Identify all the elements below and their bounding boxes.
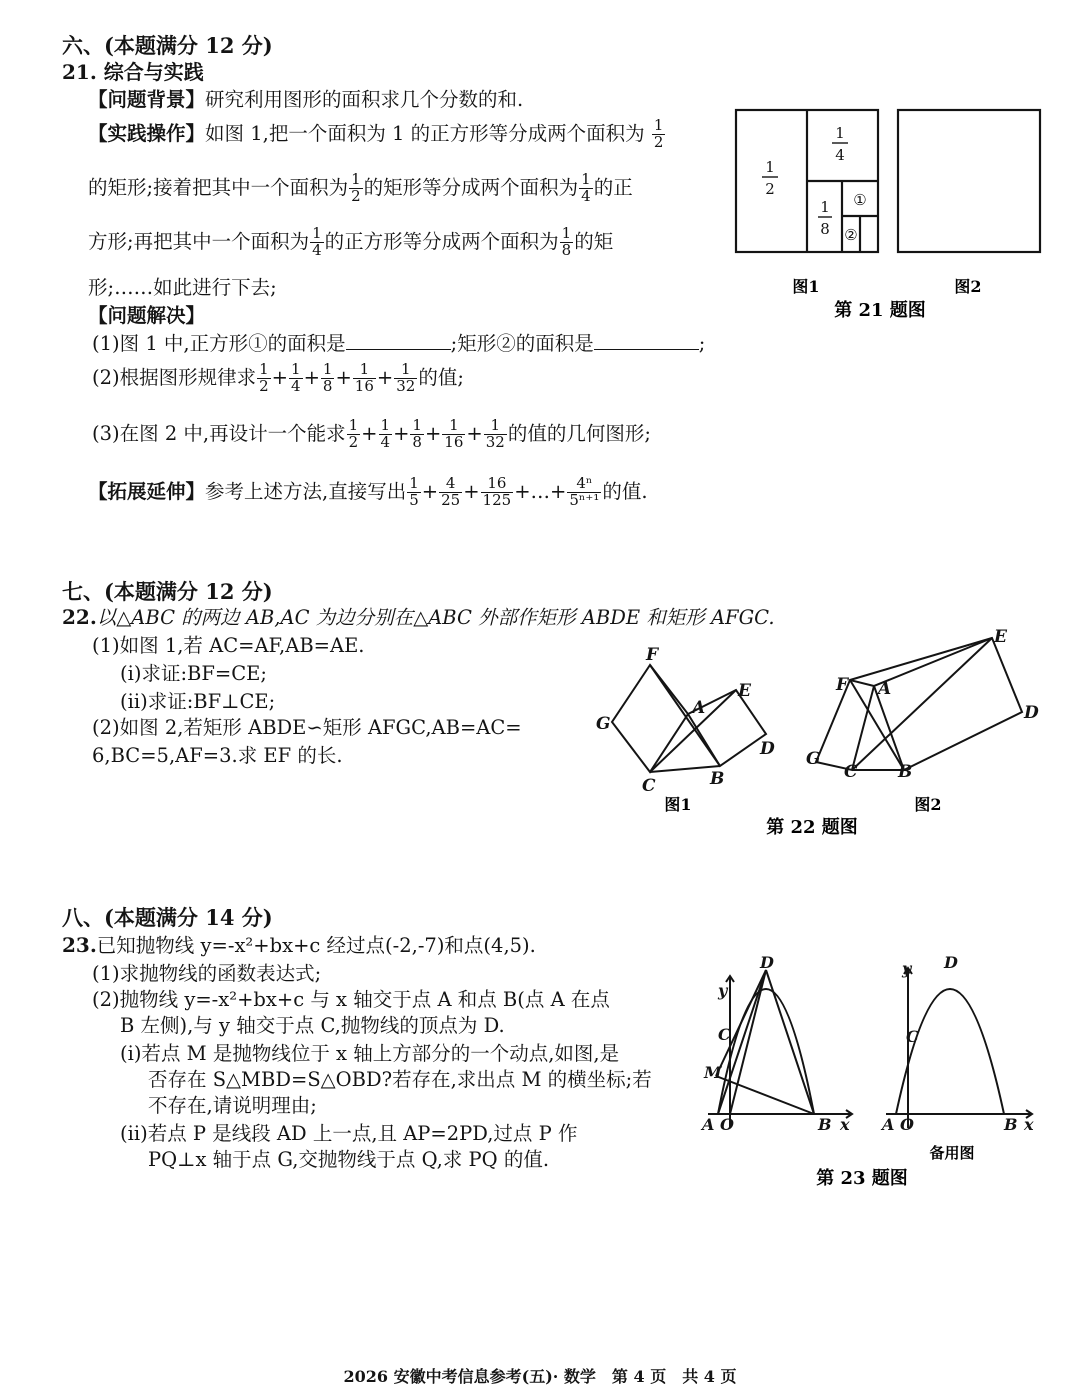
q21-part3: (3)在图 2 中,再设计一个能求 $\frac{1}{2}$ + $\frac{1}{4}$ + $\frac{1}{8}$ + $\frac{1}{16}$ + $\frac{1}{32}$ 的值的几何图形; [92,416,651,451]
q21-bg-text: 研究利用图形的面积求几个分数的和. [205,88,524,111]
q23-line9: PQ⊥x 轴于点 G,交抛物线于点 Q,求 PQ 的值. [148,1148,550,1171]
svg-text:B: B [710,769,725,789]
svg-text:D: D [944,953,958,972]
svg-text:D: D [760,739,775,759]
q23-line8: (ii)若点 P 是线段 AD 上一点,且 AP=2PD,过点 P 作 [120,1122,578,1145]
svg-text:E: E [994,627,1007,647]
q21-operation-line1 [88,112,666,156]
fig23-title: 第 23 题图 [816,1168,908,1189]
q21-title: 综合与实践 [103,60,204,84]
q23-line6: 否存在 S△MBD=S△OBD?若存在,求出点 M 的横坐标;若 [148,1068,652,1091]
svg-text:O: O [900,1115,914,1134]
section8-header: 八、(本题满分 14 分) [62,905,273,930]
q22-line2: (1)如图 1,若 AC=AF,AB=AE. [92,634,365,657]
q21-part2: (2)根据图形规律求 $\frac{1}{2}$ + $\frac{1}{4}$ + $\frac{1}{8}$ + $\frac{1}{16}$ + $\frac{1}{32}$ 的值; [92,360,464,395]
q22-line3: (i)求证:BF=CE; [120,662,267,685]
svg-text:C: C [718,1025,731,1044]
fraction-1-4: $\frac{1}{4}$ [581,170,591,205]
svg-text:1: 1 [820,198,830,216]
q22-line4: (ii)求证:BF⊥CE; [120,690,276,713]
q21-extension: 【拓展延伸】参考上述方法,直接写出 $\frac{1}{5}$ + $\frac{4}{25}$ + $\frac{16}{125}$ +…+ $\frac{\text{4ⁿ}}{\text{5ⁿ⁺¹}}$ 的值. [88,474,648,509]
page-footer: 2026 安徽中考信息参考(五)· 数学 第 4 页 共 4 页 [343,1367,737,1386]
svg-text:O: O [720,1115,734,1134]
fig21-2-square [898,110,1040,252]
section7-header: 七、(本题满分 12 分) [62,579,273,604]
fraction-1-2: $\frac{1}{2}$ [351,170,361,205]
svg-text:4: 4 [835,146,845,164]
q21-part1: (1)图 1 中,正方形①的面积是 ;矩形②的面积是 ; [92,332,706,355]
q21-bg-tag: 【问题背景】 [88,88,206,111]
q21-operation-line2: 的矩形;接着把其中一个面积为 $\frac{1}{2}$ 的矩形等分成两个面积为 $\frac{1}{4}$ 的正 [88,170,633,205]
svg-text:1: 1 [765,158,775,176]
svg-text:B: B [898,762,913,782]
answer-blank-2[interactable] [594,331,699,350]
svg-text:D: D [760,953,774,972]
svg-text:B: B [818,1115,832,1134]
svg-text:A: A [878,679,892,699]
q21-heading [62,56,204,85]
q21-solve-tag: 【问题解决】 [88,304,206,327]
q22-line5: (2)如图 2,若矩形 ABDE∽矩形 AFGC,AB=AC= [92,716,522,739]
section6-header: 六、(本题满分 12 分) [62,33,273,58]
q21-operation-line4: 形;……如此进行下去; [88,276,277,299]
figure-23 [690,950,1060,1200]
svg-text:F: F [646,645,659,665]
svg-text:8: 8 [820,220,830,238]
svg-text:②: ② [844,226,858,244]
svg-text:C: C [642,776,656,796]
fig21-title: 第 21 题图 [834,300,926,321]
svg-text:G: G [806,749,821,769]
svg-text:x: x [840,1115,850,1134]
fraction-1-2: $\frac{1}{2}$ [653,116,664,151]
svg-text:G: G [596,714,611,734]
svg-text:M: M [704,1063,722,1082]
svg-text:A: A [702,1115,715,1134]
q21-operation-line3: 方形;再把其中一个面积为 $\frac{1}{4}$ 的正方形等分成两个面积为 $\frac{1}{8}$ 的矩 [88,224,614,259]
q23-line4: B 左侧),与 y 轴交于点 C,抛物线的顶点为 D. [120,1014,505,1037]
q23-line2: (1)求抛物线的函数表达式; [92,962,322,985]
q21-number: 21. [62,60,97,84]
svg-text:y: y [718,981,728,1000]
q23-line7: 不存在,请说明理由; [148,1094,317,1117]
fig22-caption-2: 图2 [914,795,942,814]
figure-22 [590,620,1050,845]
answer-blank-1[interactable] [346,331,451,350]
svg-text:E: E [738,681,751,701]
fig21-caption-2: 图2 [954,277,982,296]
q22-line6: 6,BC=5,AF=3.求 EF 的长. [92,744,343,767]
fraction-1-4: $\frac{1}{4}$ [312,224,322,259]
fig23-backup-caption: 备用图 [929,1144,975,1162]
svg-text:D: D [1024,703,1039,723]
q22-line1: 22.以△ABC 的两边 AB,AC 为边分别在△ABC 外部作矩形 ABDE 和矩形 AFGC. [62,605,775,629]
svg-text:C: C [844,762,858,782]
fig22-title: 第 22 题图 [766,817,858,838]
svg-text:A: A [882,1115,895,1134]
svg-text:2: 2 [765,180,775,198]
svg-text:C: C [906,1027,919,1046]
fig22-caption-1: 图1 [664,795,692,814]
q23-line3: (2)抛物线 y=-x²+bx+c 与 x 轴交于点 A 和点 B(点 A 在点 [92,988,610,1011]
svg-text:1: 1 [835,124,845,142]
q21-op-text-a: 如图 1,把一个面积为 1 的正方形等分成两个面积为 [205,122,645,145]
q23-line1: 23.已知抛物线 y=-x²+bx+c 经过点(-2,-7)和点(4,5). [62,933,536,957]
svg-text:A: A [692,698,706,718]
fig21-caption-1: 图1 [792,277,820,296]
fraction-1-8: $\frac{1}{8}$ [561,224,572,259]
q23-line5: (i)若点 M 是抛物线位于 x 轴上方部分的一个动点,如图,是 [120,1042,620,1065]
svg-text:y: y [902,959,912,978]
svg-text:①: ① [853,191,867,209]
figure-21 [728,104,1048,324]
svg-text:B: B [1004,1115,1018,1134]
q21-background [88,84,523,112]
svg-text:F: F [836,675,849,695]
q21-op-tag: 【实践操作】 [88,122,206,145]
svg-text:x: x [1024,1115,1034,1134]
